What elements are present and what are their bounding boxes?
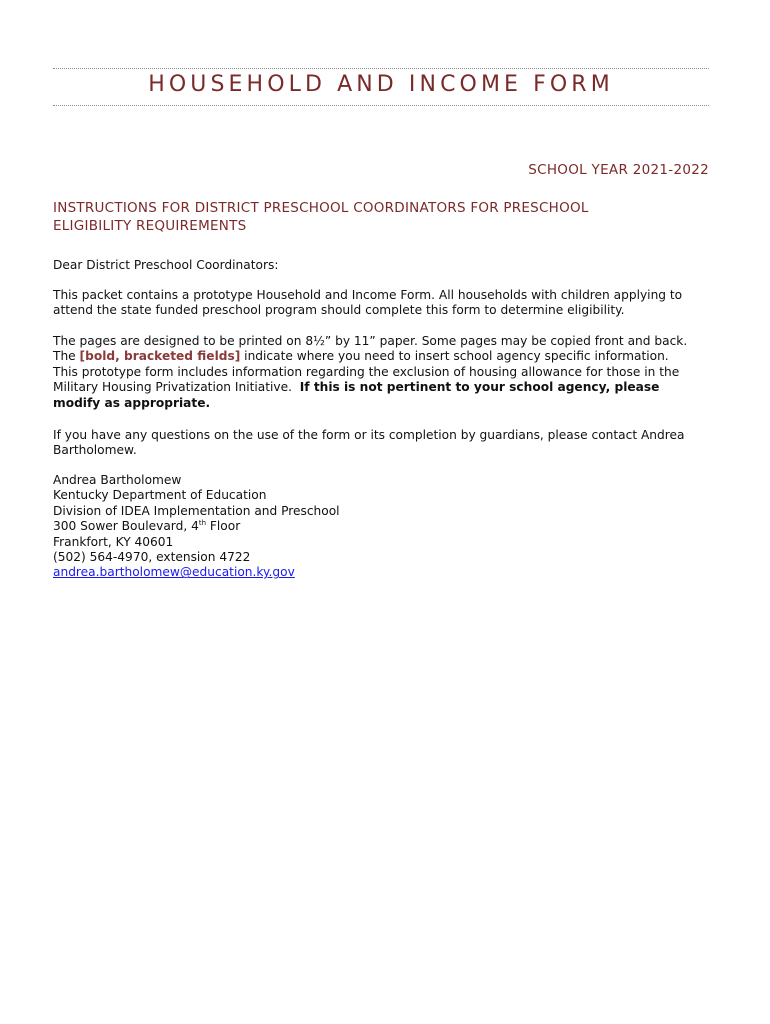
paragraph-line: If you have any questions on the use of the form or its completion by guardians, please contact Andrea <box>53 428 685 442</box>
instructions-heading-line-1: INSTRUCTIONS FOR DISTRICT PRESCHOOL COORDINATORS FOR PRESCHOOL <box>53 200 589 216</box>
paragraph-line: attend the state funded preschool program should complete this form to determine eligibility. <box>53 303 625 318</box>
bold-notice: If this is not pertinent to your school agency, please <box>299 380 660 395</box>
contact-organization: Kentucky Department of Education <box>53 488 267 503</box>
contact-phone: (502) 564-4970, extension 4722 <box>53 550 251 565</box>
paragraph-line: This prototype form includes information regarding the exclusion of housing allowance for those in the <box>53 364 680 379</box>
address-text: 300 Sower Boulevard, 4 <box>53 519 199 534</box>
page-title: HOUSEHOLD AND INCOME FORM <box>148 72 614 97</box>
paragraph-line: The pages are designed to be printed on 8½” by 11” paper. Some pages may be copied front and back. <box>53 334 688 348</box>
contact-division: Division of IDEA Implementation and Preschool <box>53 503 340 518</box>
paragraph-line <box>53 380 713 395</box>
paragraph-questions <box>53 428 713 459</box>
title-block <box>53 68 709 106</box>
school-year: SCHOOL YEAR 2021-2022 <box>528 162 709 178</box>
contact-email-link[interactable]: andrea.bartholomew@education.ky.gov <box>53 565 295 580</box>
text-segment: indicate where you need to insert school agency specific information. <box>240 349 669 364</box>
contact-block <box>53 473 713 581</box>
instructions-heading <box>53 200 709 235</box>
contact-city: Frankfort, KY 40601 <box>53 534 174 549</box>
text-segment: The <box>53 349 80 364</box>
paragraph-line: Bartholomew. <box>53 443 137 458</box>
paragraph-packet-info <box>53 288 713 319</box>
contact-address <box>53 519 713 534</box>
paragraph-printing-info <box>53 334 713 411</box>
paragraph-line <box>53 349 713 364</box>
contact-name: Andrea Bartholomew <box>53 473 182 487</box>
address-superscript: th <box>198 519 207 528</box>
instructions-heading-line-2: ELIGIBILITY REQUIREMENTS <box>53 217 247 234</box>
bracketed-fields-highlight: [bold, bracketed fields] <box>79 349 241 364</box>
paragraph-line: This packet contains a prototype Household and Income Form. All households with children applying to <box>53 288 683 302</box>
text-segment: Military Housing Privatization Initiative. <box>53 380 300 395</box>
greeting: Dear District Preschool Coordinators: <box>53 258 279 272</box>
bold-notice-continued: modify as appropriate. <box>53 395 211 410</box>
address-text: Floor <box>206 519 241 534</box>
